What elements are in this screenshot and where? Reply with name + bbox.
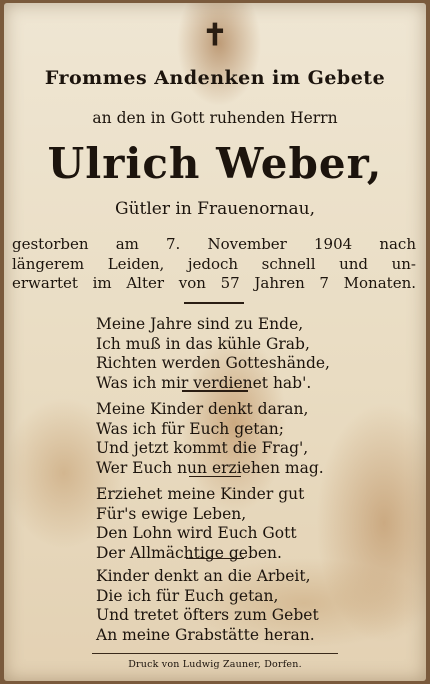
memorial-card — [4, 3, 426, 681]
verse-line: Meine Jahre sind zu Ende, — [96, 315, 304, 333]
verse-2 — [96, 400, 324, 478]
verse-line: Und jetzt kommt die Frag', — [96, 439, 309, 458]
verse-line: Für's ewige Leben, — [96, 504, 247, 523]
verse-line: Die ich für Euch getan, — [96, 586, 279, 605]
printer-credit: Druck von Ludwig Zauner, Dorfen. — [128, 659, 302, 670]
verse-line: Was ich mir verdienet hab'. — [96, 373, 312, 392]
verse-4 — [96, 567, 319, 645]
verse-line: An meine Grabstätte heran. — [96, 625, 315, 644]
divider — [182, 390, 248, 392]
divider — [189, 476, 241, 477]
cross-icon: ✝ — [202, 18, 228, 53]
deceased-name: Ulrich Weber, — [47, 139, 383, 188]
divider — [186, 558, 244, 559]
death-line: erwartet im Alter von 57 Jahren 7 Monaten. — [12, 274, 416, 292]
verse-line: Der Allmächtige geben. — [96, 543, 282, 562]
divider — [184, 302, 244, 304]
verse-3 — [96, 485, 304, 563]
verse-line: Und tretet öfters zum Gebet — [96, 606, 319, 625]
death-line: gestorben am 7. November 1904 nach — [12, 235, 416, 253]
verse-line: Ich muß in das kühle Grab, — [96, 334, 310, 353]
verse-line: Was ich für Euch getan; — [96, 419, 284, 438]
verse-1 — [96, 315, 330, 393]
intro-line: an den in Gott ruhenden Herrn — [92, 109, 338, 127]
divider — [92, 653, 338, 654]
verse-line: Kinder denkt an die Arbeit, — [96, 567, 311, 585]
death-notice — [12, 235, 416, 294]
heading: Frommes Andenken im Gebete — [44, 67, 386, 89]
verse-line: Den Lohn wird Euch Gott — [96, 524, 297, 543]
verse-line: Meine Kinder denkt daran, — [96, 400, 309, 418]
verse-line: Erziehet meine Kinder gut — [96, 485, 305, 503]
verse-line: Richten werden Gotteshände, — [96, 354, 330, 373]
death-line: längerem Leiden, jedoch schnell und un- — [12, 254, 416, 273]
verse-line: Wer Euch nun erziehen mag. — [96, 458, 324, 477]
occupation-line: Gütler in Frauenornau, — [115, 199, 315, 219]
